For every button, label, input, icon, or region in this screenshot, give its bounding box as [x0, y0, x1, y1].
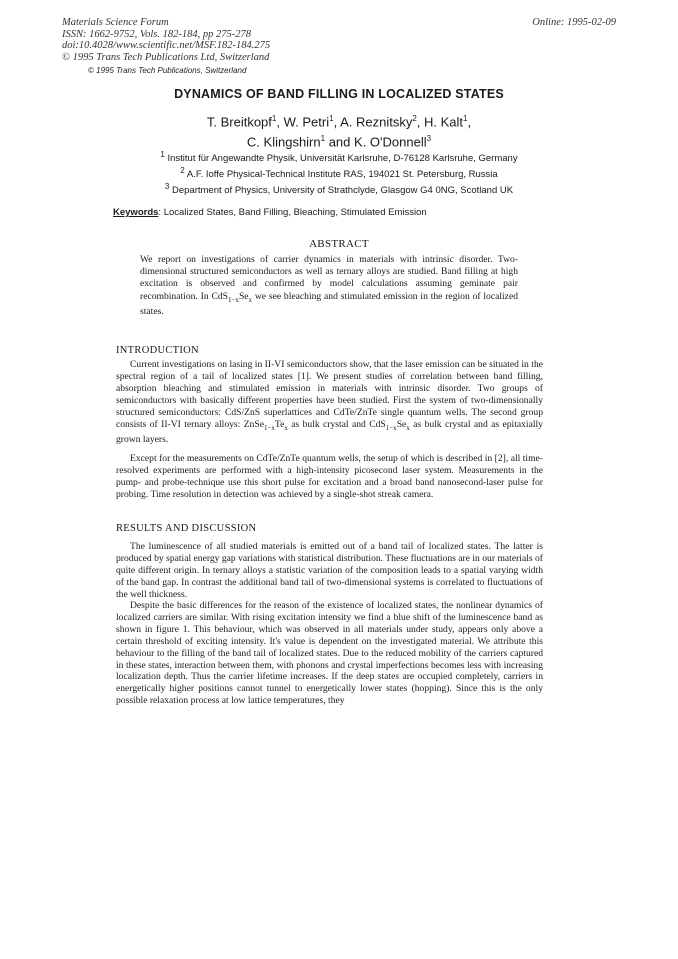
publisher-copyright: © 1995 Trans Tech Publications Ltd, Switzerland [62, 51, 270, 63]
affiliation-number: 1 [160, 150, 165, 159]
author-line-1: T. Breitkopf$^1$, W. Petri$^1$, A. Reznitsky$^2$, H. Kalt$^1$, [206, 114, 472, 130]
formula-element: Se [396, 418, 407, 430]
keywords-text: Localized States, Band Filling, Bleaching, Stimulated Emission [163, 207, 427, 218]
online-date: Online: 1995-02-09 [532, 17, 616, 28]
paragraph-text: Current investigations on lasing in II-VI semiconductors show, that the laser emission can be situated in the spectral region of a tail of localized states [1]. We present studies of correlation between band filling, absorption bleaching and stimulated emission in materials with intrinsic disorder. Two groups of semiconductors with basically different properties have been studied. First the system of two-dimensionally structured semiconductors: CdS/ZnS superlattices and CdTe/ZnTe single quantum wells. The second group consists of II-VI ternary alloys: ZnSe [116, 359, 543, 430]
paper-title: DYNAMICS OF BAND FILLING IN LOCALIZED STATES [174, 87, 504, 101]
affiliation-1 [0, 150, 678, 164]
author-affiliation-marker: 3 [426, 134, 432, 144]
formula-subscript: x [284, 423, 288, 432]
author-affiliation-marker: 1 [271, 114, 277, 123]
affiliation-text: A.F. Ioffe Physical-Technical Institute RAS, 194021 St. Petersburg, Russia [186, 169, 498, 181]
section-heading-introduction: INTRODUCTION [116, 345, 199, 356]
affiliation-text: Institut für Angewandte Physik, Universität Karlsruhe, D-76128 Karlsruhe, Germany [167, 153, 518, 165]
formula-element: Te [274, 418, 285, 430]
affiliation-text: Department of Physics, University of Strathclyde, Glasgow G4 0NG, Scotland UK [172, 185, 514, 197]
author-name: H. Kalt [424, 114, 464, 130]
paragraph-text: as bulk crystal and CdS [287, 418, 386, 430]
affiliation-3 [0, 182, 678, 196]
affiliation-number: 2 [180, 166, 185, 175]
formula-subscript: 1−x [227, 295, 239, 304]
results-paragraph-1: The luminescence of all studied materials is emitted out of a band tail of localized states. The latter is produced by spatial energy gap variations with statistical distribution. These fluctuations are in our materials of quite different origin. In ternary alloys a statistic variation of the composition leads to a spatial varying width of the band gap. In contrast the additional band tail of two-dimensional systems is correlated to fluctuations of the well thickness. [116, 541, 543, 600]
author-affiliation-marker: 1 [320, 134, 326, 144]
author-affiliation-marker: 1 [329, 114, 334, 123]
formula-subscript: x [248, 295, 253, 304]
author-name: W. Petri [283, 114, 330, 130]
author-name: A. Reznitsky [340, 114, 413, 130]
author-name: C. Klingshirn [246, 134, 321, 150]
author-name: T. Breitkopf [206, 114, 272, 130]
author-name: K. O'Donnell [354, 134, 427, 150]
author-affiliation-marker: 2 [412, 114, 417, 123]
formula-subscript: 1−x [263, 423, 275, 432]
abstract-text: We report on investigations of carrier dynamics in materials with intrinsic disorder. Two-dimensional structured semiconductors as well as ternary alloys are studied. Band filling at high excitation is observed and confirmed by model calculations assuming geminate pair recombination. In CdS [140, 254, 518, 302]
issn-line: ISSN: 1662-9752, Vols. 182-184, pp 275-278 [62, 28, 251, 40]
small-copyright: © 1995 Trans Tech Publications, Switzerland [88, 66, 247, 75]
section-heading-results: RESULTS AND DISCUSSION [116, 523, 257, 534]
publication-header [62, 17, 270, 63]
abstract-heading: ABSTRACT [309, 238, 369, 250]
doi-link[interactable]: doi:10.4028/www.scientific.net/MSF.182-184.275 [62, 40, 271, 51]
results-paragraph-2: Despite the basic differences for the reason of the existence of localized states, the nonlinear dynamics of localized carriers are similar. With rising excitation intensity we find a blue shift of the luminescence band as shown in figure 1. This behaviour, which was observed in all materials under study, appears only above a certain threshold of exciting intensity. It's value is dependent on the investigated material. We attribute this behaviour to the filling of the band tail of localized states. Due to the reduced mobility of the carriers captured in these states, interaction between them, with phonons and crystal imperfections becomes less with increasing localization depth. Thus the carrier lifetime increases. If the deep states are occupied completely, carriers in energetically higher positions cannot tunnel to energetically lower states (hopping). Since this is the only possible relaxation process at low lattice temperatures, they [116, 600, 543, 707]
paragraph-text: as bulk crystal and as epitaxially grown layers. [116, 418, 543, 446]
intro-paragraph-1 [116, 359, 543, 446]
keywords: Keywords: Localized States, Band Filling, Bleaching, Stimulated Emission [113, 207, 427, 218]
intro-paragraph-2: Except for the measurements on CdTe/ZnTe quantum wells, the setup of which is described in [2], all time-resolved experiments are performed with a high-intensity picosecond laser system. Measurements in the pump- and probe-technique use this short pulse for excitation and a broad band nanosecond-laser pulse for probing. Time resolution in detection was achieved by a single-shot streak camera. [116, 453, 543, 500]
keywords-label: Keywords [113, 207, 159, 218]
affiliation-number: 3 [164, 182, 170, 191]
affiliation-2 [0, 166, 678, 180]
journal-name: Materials Science Forum [62, 17, 169, 28]
abstract-body [140, 254, 518, 318]
author-list [0, 110, 678, 151]
abstract-text: we see bleaching and stimulated emission in the region of localized states. [140, 290, 518, 317]
author-conjunction: and [328, 134, 351, 150]
formula-subscript: x [406, 423, 410, 432]
formula-subscript: 1−x [385, 423, 397, 432]
formula-element: Se [238, 290, 249, 302]
author-line-2 [0, 130, 678, 150]
author-affiliation-marker: 1 [463, 114, 468, 123]
